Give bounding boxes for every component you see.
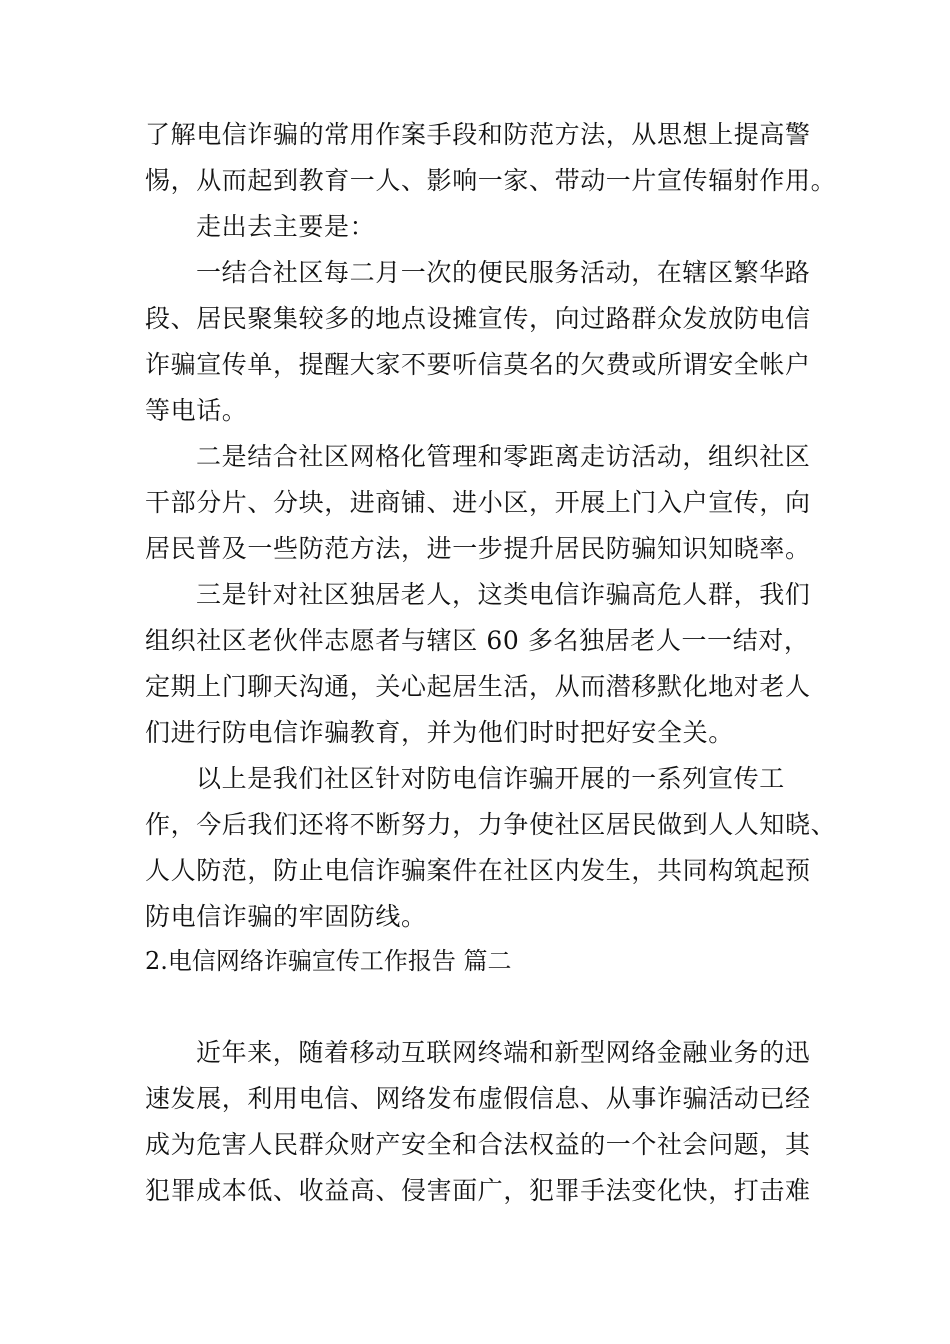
text-line: 三是针对社区独居老人，这类电信诈骗高危人群，我们	[196, 580, 811, 609]
text-line: 干部分片、分块，进商铺、进小区，开展上门入户宣传，向	[145, 488, 811, 517]
text-line: 防电信诈骗的牢固防线。	[145, 902, 427, 931]
text-line: 作，今后我们还将不断努力，力争使社区居民做到人人知晓、	[145, 810, 837, 839]
text-line: 诈骗宣传单，提醒大家不要听信莫名的欠费或所谓安全帐户	[145, 350, 811, 379]
section-heading: 2.电信网络诈骗宣传工作报告 篇二	[145, 947, 512, 975]
text-line: 成为危害人民群众财产安全和合法权益的一个社会问题，其	[145, 1130, 811, 1159]
text-line: 惕，从而起到教育一人、影响一家、带动一片宣传辐射作用。	[145, 166, 837, 195]
text-line: 等电话。	[145, 396, 248, 425]
text-line: 走出去主要是：	[196, 212, 376, 241]
text-line: 了解电信诈骗的常用作案手段和防范方法，从思想上提高警	[145, 120, 811, 149]
text-line: 近年来，随着移动互联网终端和新型网络金融业务的迅	[196, 1038, 811, 1067]
text-line: 以上是我们社区针对防电信诈骗开展的一系列宣传工	[196, 764, 785, 793]
text-line: 组织社区老伙伴志愿者与辖区 60 多名独居老人一一结对，	[145, 626, 810, 655]
text-line: 二是结合社区网格化管理和零距离走访活动，组织社区	[196, 442, 811, 471]
text-line: 一结合社区每二月一次的便民服务活动，在辖区繁华路	[196, 258, 811, 287]
text-line: 段、居民聚集较多的地点设摊宣传，向过路群众发放防电信	[145, 304, 811, 333]
text-line: 人人防范，防止电信诈骗案件在社区内发生，共同构筑起预	[145, 856, 811, 885]
text-line: 定期上门聊天沟通，关心起居生活，从而潜移默化地对老人	[145, 672, 811, 701]
text-line: 居民普及一些防范方法，进一步提升居民防骗知识知晓率。	[145, 534, 811, 563]
text-line: 们进行防电信诈骗教育，并为他们时时把好安全关。	[145, 718, 734, 747]
text-line: 犯罪成本低、收益高、侵害面广，犯罪手法变化快，打击难	[145, 1176, 811, 1205]
text-line: 速发展，利用电信、网络发布虚假信息、从事诈骗活动已经	[145, 1084, 811, 1113]
